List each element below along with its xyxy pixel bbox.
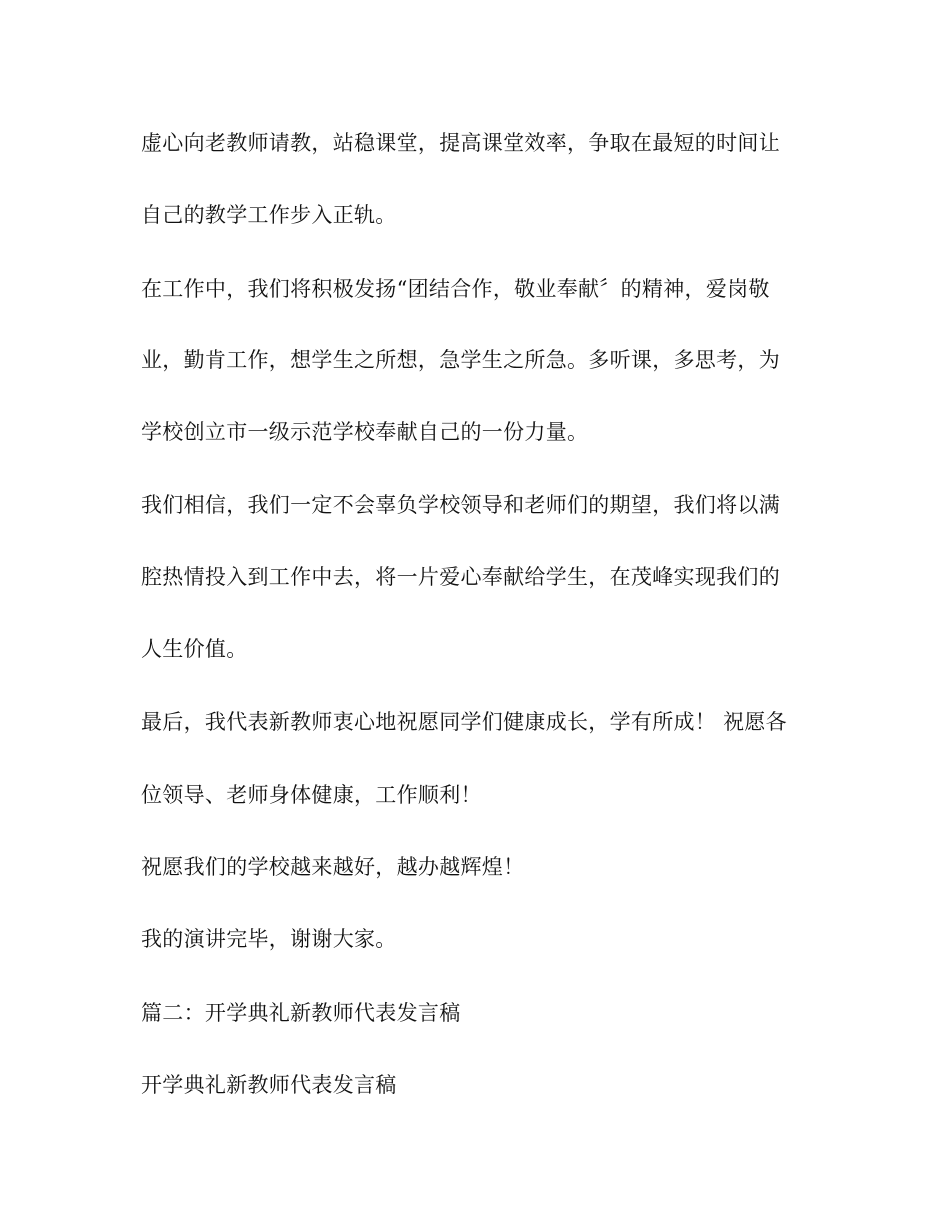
document-title: 开学典礼新教师代表发言稿 — [141, 1073, 397, 1097]
paragraph-line: 我的演讲完毕，谢谢大家。 — [141, 927, 397, 951]
paragraph-line: 人生价值。 — [141, 637, 248, 661]
paragraph-line: 腔热情投入到工作中去，将一片爱心奉献给学生，在茂峰实现我们的 — [141, 565, 780, 589]
paragraph-line: 自己的教学工作步入正轨。 — [141, 203, 397, 227]
paragraph-line: 祝愿我们的学校越来越好，越办越辉煌！ — [141, 855, 525, 879]
paragraph-line: 位领导、老师身体健康，工作顺利！ — [141, 783, 482, 807]
paragraph-line: 在工作中，我们将积极发扬“团结合作，敬业奉献〞的精神，爱岗敬 — [141, 277, 770, 301]
paragraph-line: 学校创立市一级示范学校奉献自己的一份力量。 — [141, 420, 589, 444]
paragraph-line: 我们相信，我们一定不会辜负学校领导和老师们的期望，我们将以满 — [141, 493, 780, 517]
section-heading: 篇二：开学典礼新教师代表发言稿 — [141, 1001, 461, 1025]
paragraph-line: 最后，我代表新教师衷心地祝愿同学们健康成长，学有所成！ 祝愿各 — [141, 710, 787, 734]
paragraph-line: 虚心向老教师请教，站稳课堂，提高课堂效率，争取在最短的时间让 — [141, 131, 780, 155]
paragraph-line: 业，勤肯工作，想学生之所想，急学生之所急。多听课，多思考，为 — [141, 348, 780, 372]
